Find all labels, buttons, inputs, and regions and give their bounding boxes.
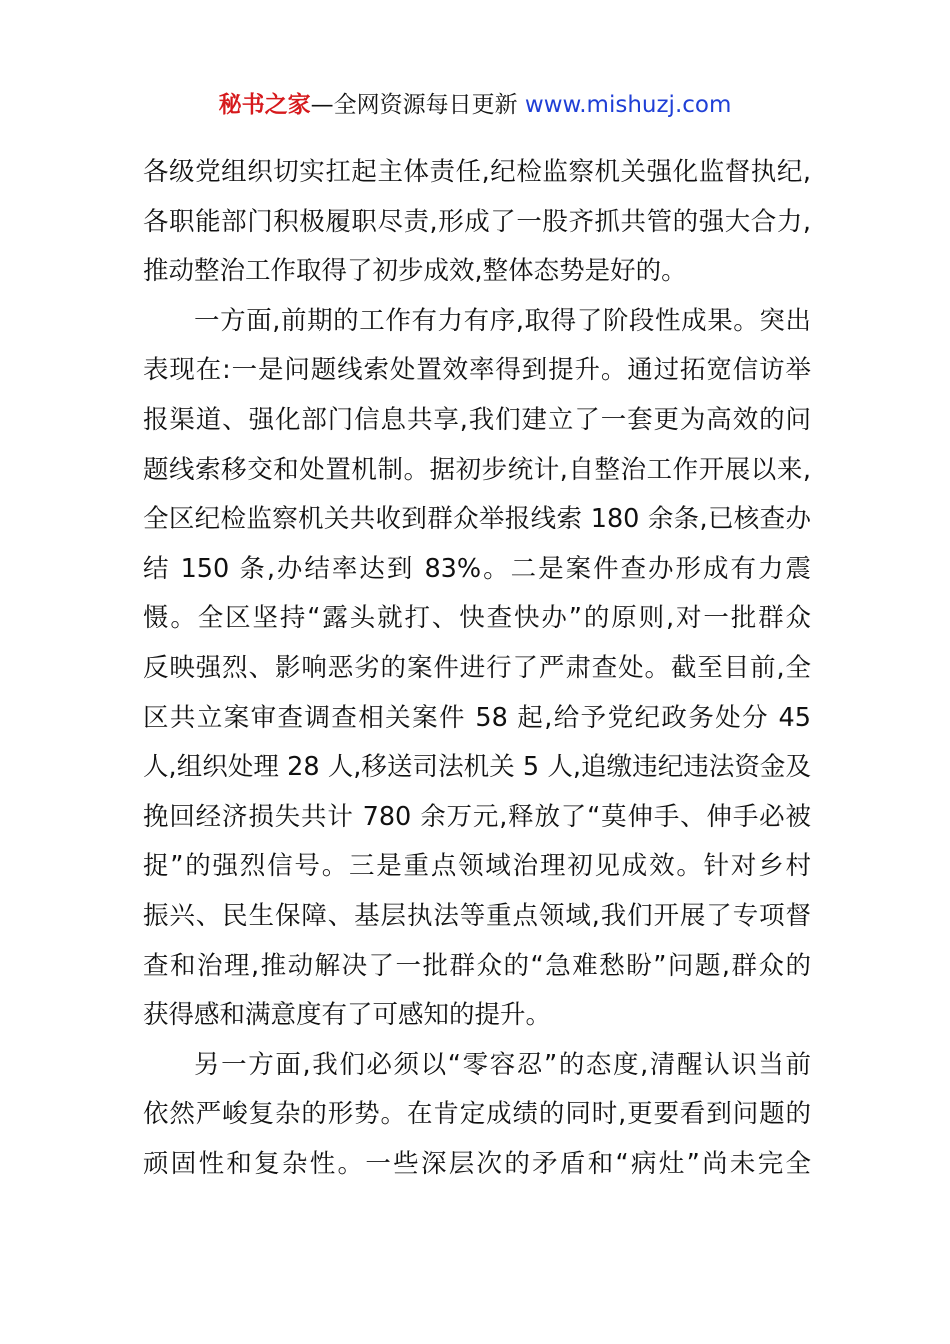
site-brand: 秘书之家 xyxy=(218,92,311,118)
site-slogan: —全网资源每日更新 xyxy=(310,92,525,118)
text-line: 振兴、民生保障、基层执法等重点领域,我们开展了专项督 xyxy=(143,900,811,931)
text-line: 获得感和满意度有了可感知的提升。 xyxy=(143,1000,552,1031)
text-line: 各职能部门积极履职尽责,形成了一股齐抓共管的强大合力, xyxy=(143,206,811,237)
text-line: 报渠道、强化部门信息共享,我们建立了一套更为高效的问 xyxy=(143,404,811,435)
text-line: 各级党组织切实扛起主体责任,纪检监察机关强化监督执纪, xyxy=(143,157,811,187)
text-line: 题线索移交和处置机制。据初步统计,自整治工作开展以来, xyxy=(143,454,811,485)
text-line: 挽回经济损失共计 780 余万元,释放了“莫伸手、伸手必被 xyxy=(143,801,811,832)
text-line: 另一方面,我们必须以“零容忍”的态度,清醒认识当前 xyxy=(194,1049,811,1080)
text-line: 慑。全区坚持“露头就打、快查快办”的原则,对一批群众 xyxy=(143,603,811,634)
text-line: 全区纪检监察机关共收到群众举报线索 180 余条,已核查办 xyxy=(143,504,811,535)
text-line: 依然严峻复杂的形势。在肯定成绩的同时,更要看到问题的 xyxy=(143,1099,811,1130)
text-line: 结 150 条,办结率达到 83%。二是案件查办形成有力震 xyxy=(143,553,811,584)
text-line: 顽固性和复杂性。一些深层次的矛盾和“病灶”尚未完全 xyxy=(143,1148,811,1179)
text-line: 推动整治工作取得了初步成效,整体态势是好的。 xyxy=(143,256,687,287)
site-header xyxy=(0,88,950,122)
document-body xyxy=(143,148,811,1189)
text-line: 查和治理,推动解决了一批群众的“急难愁盼”问题,群众的 xyxy=(143,950,811,981)
text-line: 表现在:一是问题线索处置效率得到提升。通过拓宽信访举 xyxy=(143,355,811,386)
text-line: 捉”的强烈信号。三是重点领域治理初见成效。针对乡村 xyxy=(143,851,811,882)
text-line: 一方面,前期的工作有力有序,取得了阶段性成果。突出 xyxy=(194,305,811,336)
text-line: 区共立案审查调查相关案件 58 起,给予党纪政务处分 45 xyxy=(143,702,811,733)
text-line: 反映强烈、影响恶劣的案件进行了严肃查处。截至目前,全 xyxy=(143,652,811,683)
text-line: 人,组织处理 28 人,移送司法机关 5 人,追缴违纪违法资金及 xyxy=(143,752,811,783)
site-url-link[interactable]: www.mishuzj.com xyxy=(524,92,732,118)
